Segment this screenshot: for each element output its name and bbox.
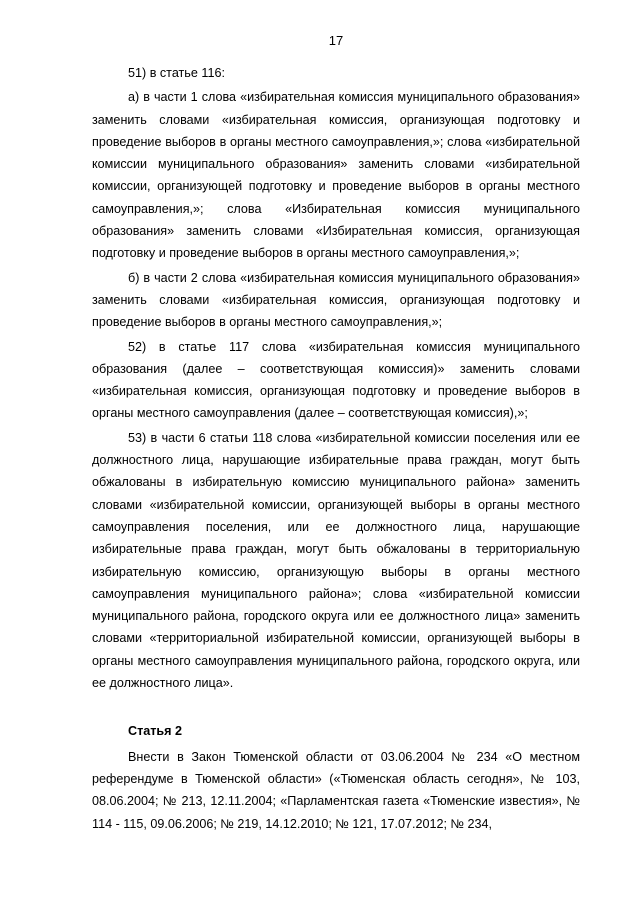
paragraph-51: 51) в статье 116: bbox=[128, 66, 225, 80]
paragraph-51b: б) в части 2 слова «избирательная комиссия муниципального образования» заменить словами «избирательная комиссия, организующая подготовку и проведение выборов в органы местного самоуправления,»; bbox=[92, 270, 580, 330]
paragraph-51a: а) в части 1 слова «избирательная комиссия муниципального образования» заменить словами «избирательная комиссия, организующая подготовку и проведение выборов в органы местного самоуправления,»; слова «избирательной комиссии муниципального образования» заменить словами «избирательной комиссии, организующей подготовку и проведение выборов в органы местного самоуправления,»; слова «Избирательная комиссия муниципального образования» заменить словами «Избирательная комиссия, организующая подготовку и проведение выборов в органы местного самоуправления,»; bbox=[92, 90, 580, 261]
article-heading: Статья 2 bbox=[128, 724, 183, 739]
page-number: 17 bbox=[328, 33, 344, 48]
document-body bbox=[92, 62, 580, 835]
paragraph-52: 52) в статье 117 слова «избирательная комиссия муниципального образования (далее – соответствующая комиссия)» заменить словами «избирательная комиссия, организующая подготовку и проведение выборов в органы местного самоуправления (далее – соответствующая комиссия),»; bbox=[92, 339, 580, 421]
paragraph-53: 53) в части 6 статьи 118 слова «избирательной комиссии поселения или ее должностного лица, нарушающие избирательные права граждан, могут быть обжалованы в избирательную комиссию муниципального района» заменить словами «избирательной комиссии, организующей выборы в органы местного самоуправления поселения, или ее должностного лица, нарушающие избирательные права граждан, могут быть обжалованы в территориальную избирательную комиссию, организующую выборы в органы местного самоуправления муниципального района»; слова «избирательной комиссии муниципального района, городского округа или ее должностного лица» заменить словами «территориальной избирательной комиссии, организующей выборы в органы местного самоуправления муниципального района, городского округа, или ее должностного лица». bbox=[92, 430, 580, 691]
article-2-text: Внести в Закон Тюменской области от 03.06.2004 № 234 «О местном референдуме в Тюменской области» («Тюменская область сегодня», № 103, 08.06.2004; № 213, 12.11.2004; «Парламентская газета «Тюменские известия», № 114 - 115, 09.06.2006; № 219, 14.12.2010; № 121, 17.07.2012; № 234, bbox=[92, 749, 580, 831]
